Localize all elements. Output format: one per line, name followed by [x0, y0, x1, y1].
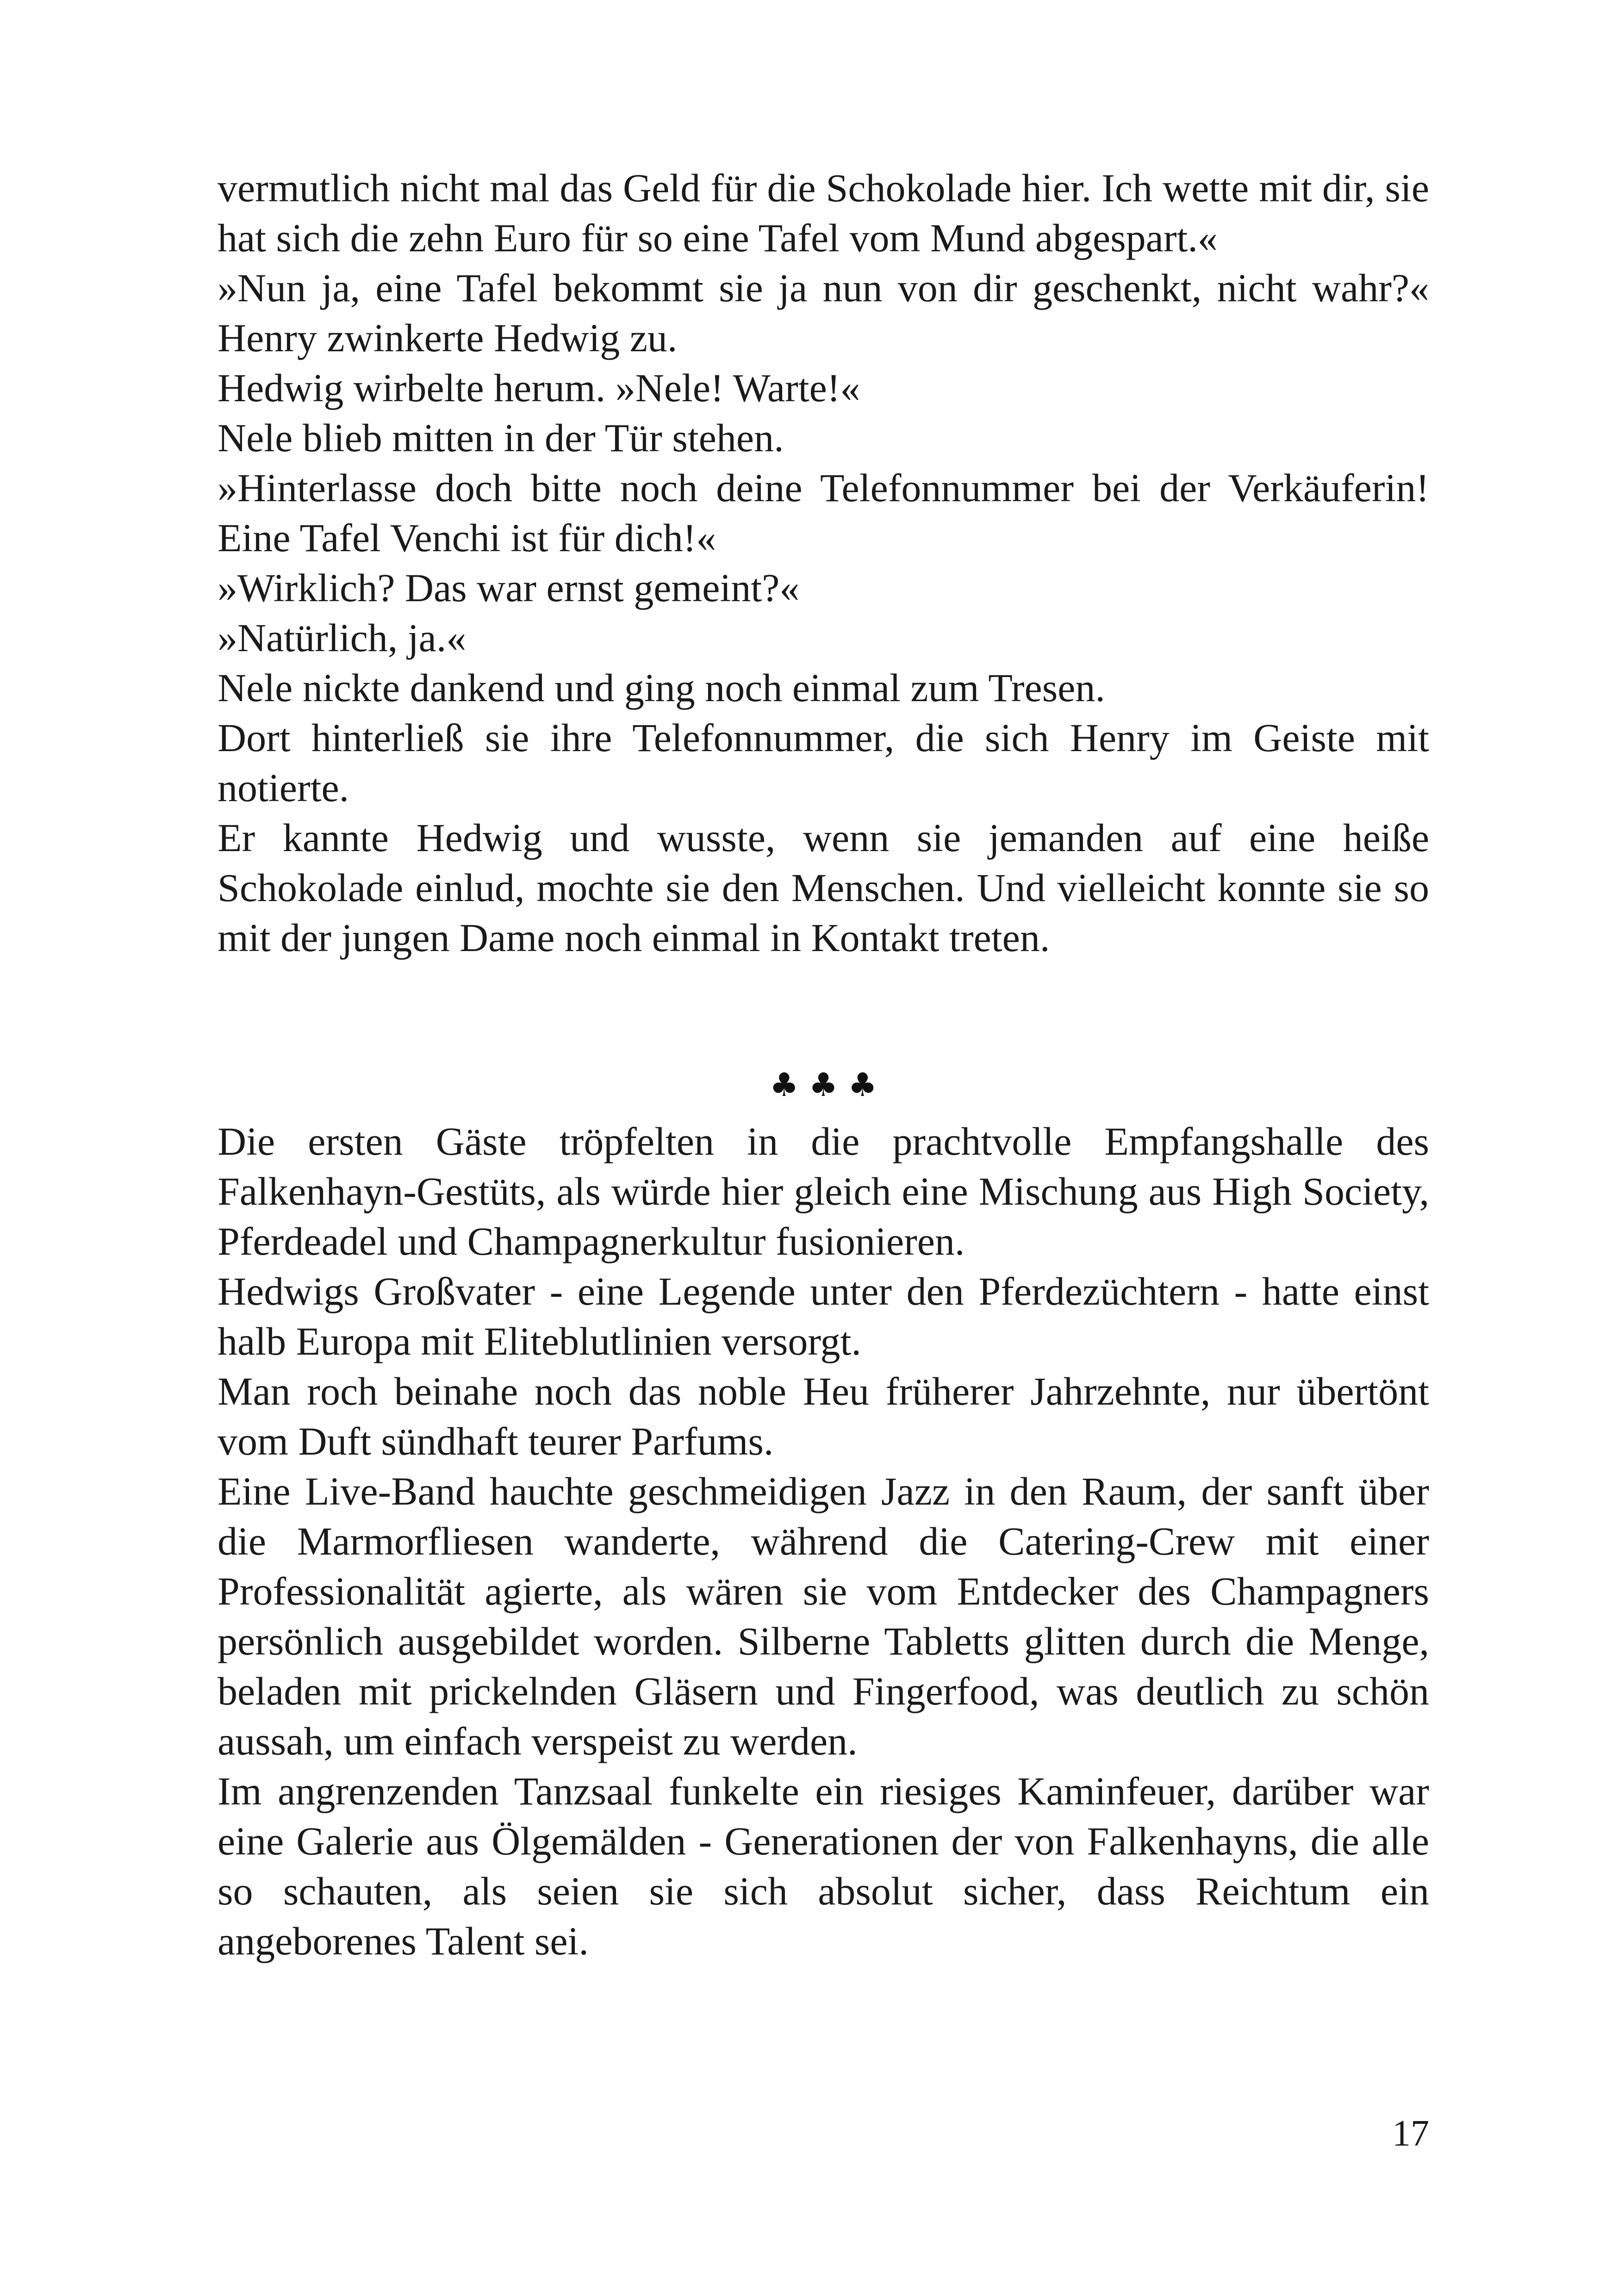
text-section-1	[218, 163, 1429, 963]
paragraph: »Wirklich? Das war ernst gemeint?«	[218, 566, 800, 610]
clover-icon: ♣	[848, 1066, 877, 1104]
paragraph: Er kannte Hedwig und wusste, wenn sie jemanden auf eine heiße Schokolade einlud, mochte sie den Menschen. Und vielleicht konnte sie so mit der jungen Dame noch einmal in Kontakt treten.	[218, 815, 1429, 960]
paragraph: Nele nickte dankend und ging noch einmal zum Tresen.	[218, 666, 1105, 710]
scene-break-ornament	[218, 1060, 1429, 1110]
paragraph: Hedwigs Großvater - eine Legende unter den Pferdezüchtern - hatte einst halb Europa mit Eliteblutlinien versorgt.	[218, 1269, 1429, 1363]
paragraph: Hedwig wirbelte herum. »Nele! Warte!«	[218, 366, 860, 410]
paragraph: Nele blieb mitten in der Tür stehen.	[218, 416, 784, 460]
clover-icon: ♣	[769, 1066, 799, 1104]
paragraph: »Hinterlasse doch bitte noch deine Telefonnummer bei der Verkäuferin! Eine Tafel Venchi ist für dich!«	[218, 466, 1429, 560]
page-number: 17	[1392, 2113, 1429, 2154]
clover-icon: ♣	[809, 1066, 838, 1104]
paragraph: »Nun ja, eine Tafel bekommt sie ja nun von dir geschenkt, nicht wahr?« Henry zwinkerte Hedwig zu.	[218, 266, 1429, 360]
paragraph: Dort hinterließ sie ihre Telefonnummer, die sich Henry im Geiste mit notierte.	[218, 716, 1429, 810]
paragraph: vermutlich nicht mal das Geld für die Schokolade hier. Ich wette mit dir, sie hat sich die zehn Euro für so eine Tafel vom Mund abgespart.«	[218, 166, 1429, 260]
paragraph: Im angrenzenden Tanzsaal funkelte ein riesiges Kaminfeuer, darüber war eine Galerie aus Ölgemälden - Generationen der von Falkenhayns, die alle so schauten, als seien sie sich absolut sicher, dass Reichtum ein angeborenes Talent sei.	[218, 1769, 1429, 1963]
paragraph: »Natürlich, ja.«	[218, 616, 467, 660]
paragraph: Die ersten Gäste tröpfelten in die prachtvolle Empfangshalle des Falkenhayn-Gestüts, als würde hier gleich eine Mischung aus High Society, Pferdeadel und Champagnerkultur fusionieren.	[218, 1119, 1429, 1263]
paragraph: Eine Live-Band hauchte geschmeidigen Jazz in den Raum, der sanft über die Marmorfliesen wanderte, während die Catering-Crew mit einer Professionalität agierte, als wären sie vom Entdecker des Champagners persönlich ausgebildet worden. Silberne Tabletts glitten durch die Menge, beladen mit prickelnden Gläsern und Fingerfood, was deutlich zu schön aussah, um einfach verspeist zu werden.	[218, 1469, 1429, 1763]
text-section-2	[218, 1116, 1429, 1966]
paragraph: Man roch beinahe noch das noble Heu früherer Jahrzehnte, nur übertönt vom Duft sündhaft teurer Parfums.	[218, 1369, 1429, 1463]
